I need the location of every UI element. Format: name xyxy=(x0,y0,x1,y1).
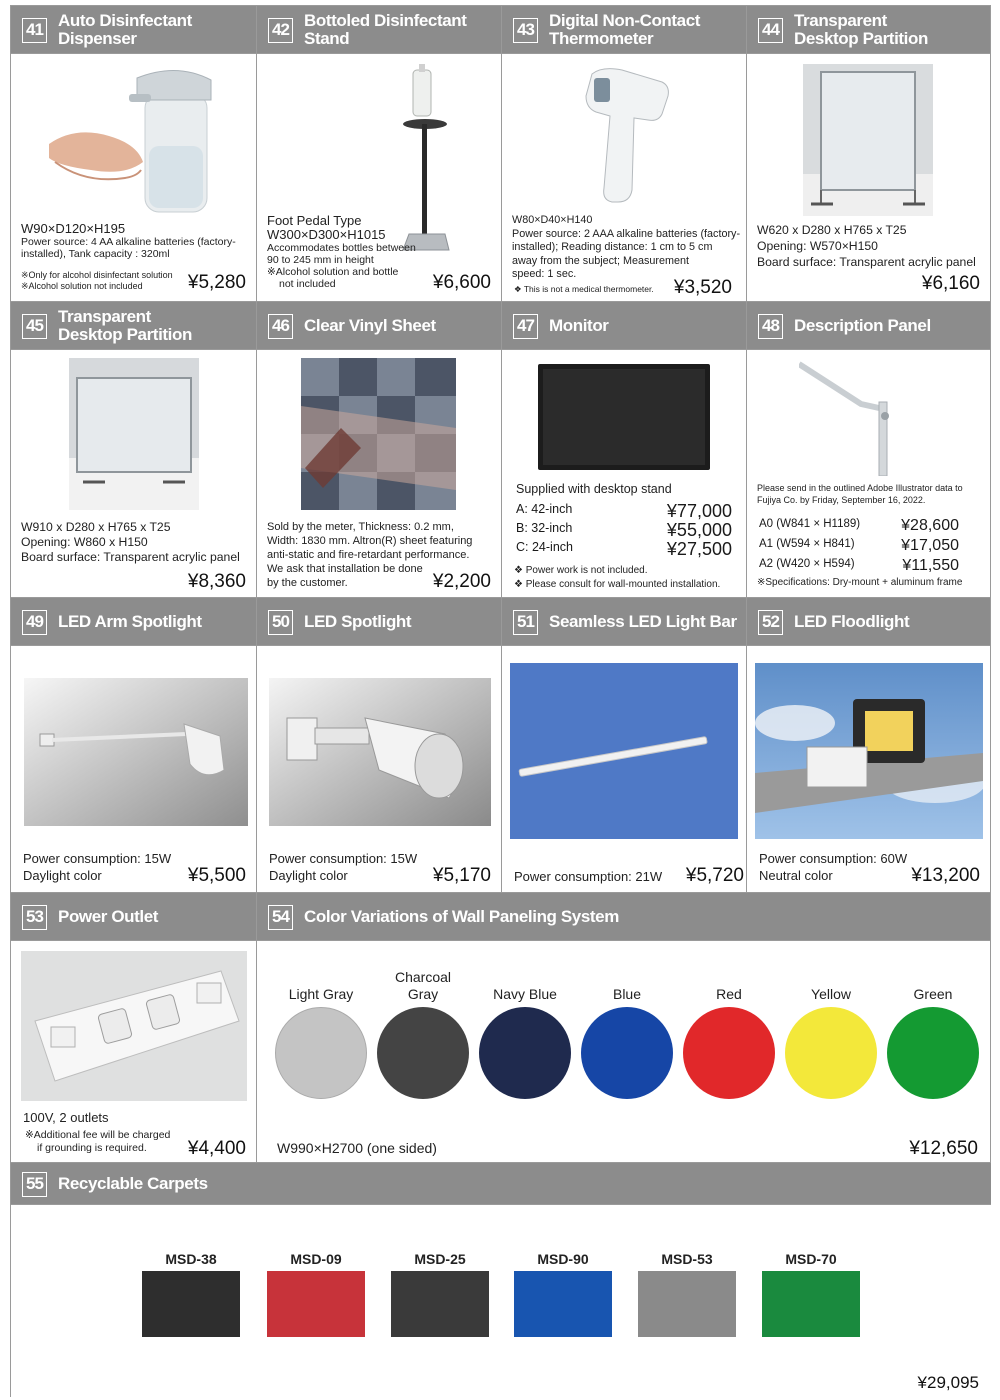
panel-photo xyxy=(799,358,939,476)
item-46 xyxy=(257,302,502,598)
item-number: 51 xyxy=(513,610,538,635)
item-price: ¥6,600 xyxy=(432,272,491,293)
item-54 xyxy=(257,893,991,1163)
carpet-code: MSD-38 xyxy=(165,1251,217,1267)
item-number: 44 xyxy=(758,18,783,43)
color-swatch-red: Red xyxy=(677,969,781,1099)
panel-option: A1 (W594 × H841) ¥17,050 xyxy=(759,537,959,554)
item-header xyxy=(747,6,990,54)
item-header xyxy=(502,6,746,54)
item-45 xyxy=(11,302,257,598)
item-51 xyxy=(502,598,747,893)
item-price: ¥29,095 xyxy=(917,1373,979,1392)
item-header xyxy=(11,6,256,54)
thermometer-photo xyxy=(582,64,672,206)
item-spec: W620 x D280 x H765 x T25 Opening: W570×H150 Board surface: Transparent acrylic panel xyxy=(757,223,976,269)
item-price: ¥13,200 xyxy=(911,865,980,886)
carpet-swatch xyxy=(267,1271,365,1337)
arm-spotlight-photo xyxy=(24,678,248,826)
item-spec: W80×D40×H140 Power source: 2 AAA alkaline batteries (factory- installed); Reading distance: 1 cm to 5 cm away from the subject; Measurement speed: 1 sec. xyxy=(512,214,741,280)
item-title: Digital Non-Contact Thermometer xyxy=(549,11,701,48)
item-header xyxy=(257,6,501,54)
item-title: Description Panel xyxy=(794,316,931,335)
item-header xyxy=(257,893,990,941)
item-price: ¥5,280 xyxy=(187,272,246,293)
panel-option: A2 (W420 × H594) ¥11,550 xyxy=(759,557,959,574)
item-number: 46 xyxy=(268,314,293,339)
item-number: 48 xyxy=(758,314,783,339)
carpet-swatch xyxy=(142,1271,240,1337)
item-price: ¥8,360 xyxy=(187,571,246,592)
color-swatch-blue: Blue xyxy=(575,969,679,1099)
color-swatch-charcoal-gray: Charcoal Gray xyxy=(371,969,475,1099)
carpet-code: MSD-09 xyxy=(290,1251,342,1267)
item-price: ¥3,520 xyxy=(673,277,732,298)
item-spec: Foot Pedal Type W300×D300×H1015 Accommodates bottles between 90 to 245 mm in height ※Alcohol solution and bottle not included xyxy=(267,213,416,290)
carpet-code: MSD-25 xyxy=(414,1251,466,1267)
item-spec: Power consumption: 21W xyxy=(514,869,663,884)
item-header xyxy=(11,893,256,941)
item-49 xyxy=(11,598,257,893)
item-number: 45 xyxy=(22,314,47,339)
item-spec: W90×D120×H195 Power source: 4 AA alkaline batteries (factory- installed), Tank capacity : 320ml xyxy=(21,221,236,260)
item-44 xyxy=(747,6,991,302)
item-notes: ※Additional fee will be charged if grounding is required. xyxy=(25,1129,171,1154)
item-number: 47 xyxy=(513,314,538,339)
item-title: Auto Disinfectant Dispenser xyxy=(58,11,192,48)
item-header xyxy=(11,598,256,646)
item-price: ¥12,650 xyxy=(909,1138,978,1159)
item-price: ¥4,400 xyxy=(187,1138,246,1159)
item-header xyxy=(11,1163,991,1205)
color-swatch-light-gray: Light Gray xyxy=(269,969,373,1099)
item-spec: Power consumption: 60W Neutral color xyxy=(759,851,908,883)
item-header xyxy=(502,598,746,646)
monitor-intro: Supplied with desktop stand xyxy=(516,482,672,496)
item-spec: W910 x D280 x H765 x T25 Opening: W860 x H150 Board surface: Transparent acrylic panel xyxy=(21,520,240,564)
item-header xyxy=(11,302,256,350)
item-price: ¥5,500 xyxy=(187,865,246,886)
carpet-code: MSD-53 xyxy=(661,1251,713,1267)
color-swatch-yellow: Yellow xyxy=(779,969,883,1099)
carpet-swatch xyxy=(391,1271,489,1337)
item-title: LED Arm Spotlight xyxy=(58,612,202,631)
item-number: 42 xyxy=(268,18,293,43)
color-swatch-green: Green xyxy=(881,969,985,1099)
carpet-code: MSD-90 xyxy=(537,1251,589,1267)
item-price: ¥6,160 xyxy=(921,273,980,294)
item-52 xyxy=(747,598,991,893)
item-title: Power Outlet xyxy=(58,907,159,926)
outlet-photo xyxy=(21,951,247,1101)
panel-intro: Please send in the outlined Adobe Illustrator data to Fujiya Co. by Friday, September 16, 2022. xyxy=(757,483,963,505)
item-55 xyxy=(11,1163,991,1397)
item-title: Monitor xyxy=(549,316,609,335)
carpet-swatch xyxy=(762,1271,860,1337)
item-number: 52 xyxy=(758,610,783,635)
item-43 xyxy=(502,6,747,302)
item-number: 49 xyxy=(22,610,47,635)
item-price: ¥5,170 xyxy=(432,865,491,886)
item-header xyxy=(747,302,990,350)
item-header xyxy=(502,302,746,350)
item-title: Recyclable Carpets xyxy=(58,1174,208,1193)
item-title: Transparent Desktop Partition xyxy=(794,11,928,48)
catalog-page xyxy=(10,5,991,1397)
floodlight-photo xyxy=(755,663,983,839)
item-number: 53 xyxy=(22,905,47,930)
partition-photo xyxy=(803,64,933,216)
monitor-option: A: 42-inch ¥77,000 xyxy=(516,501,732,521)
item-48 xyxy=(747,302,991,598)
item-number: 41 xyxy=(22,18,47,43)
monitor-option: C: 24-inch ¥27,500 xyxy=(516,539,732,559)
item-title: Transparent Desktop Partition xyxy=(58,307,192,344)
item-header xyxy=(257,302,501,350)
item-note: ※Specifications: Dry-mount + aluminum frame xyxy=(757,577,963,588)
item-number: 43 xyxy=(513,18,538,43)
item-title: Seamless LED Light Bar xyxy=(549,612,737,631)
item-title: LED Spotlight xyxy=(304,612,412,631)
item-notes: ※Only for alcohol disinfectant solution ※Alcohol solution not included xyxy=(21,270,173,291)
item-53 xyxy=(11,893,257,1163)
item-41 xyxy=(11,6,257,302)
carpet-swatch xyxy=(638,1271,736,1337)
item-title: LED Floodlight xyxy=(794,612,910,631)
item-spec: 100V, 2 outlets xyxy=(23,1110,109,1125)
item-price: ¥2,200 xyxy=(432,571,491,592)
light-bar-photo xyxy=(510,663,738,839)
item-header xyxy=(747,598,990,646)
panel-option: A0 (W841 × H1189) ¥28,600 xyxy=(759,517,959,534)
monitor-option: B: 32-inch ¥55,000 xyxy=(516,520,732,540)
item-number: 50 xyxy=(268,610,293,635)
item-50 xyxy=(257,598,502,893)
item-number: 54 xyxy=(268,905,293,930)
item-spec: Power consumption: 15W Daylight color xyxy=(23,851,172,883)
item-title: Color Variations of Wall Paneling System xyxy=(304,907,619,926)
partition-photo xyxy=(69,358,199,510)
item-spec: Sold by the meter, Thickness: 0.2 mm, Width: 1830 mm. Altron(R) sheet featuring anti-static and fire-retardant performance. We ask that installation be done by the customer. xyxy=(267,521,473,589)
panel-size: W990×H2700 (one sided) xyxy=(277,1140,437,1156)
vinyl-sheet-photo xyxy=(301,358,456,510)
dispenser-photo xyxy=(45,66,225,216)
item-title: Clear Vinyl Sheet xyxy=(304,316,436,335)
item-note: ❖ This is not a medical thermometer. xyxy=(514,284,654,294)
carpet-swatch xyxy=(514,1271,612,1337)
item-header xyxy=(257,598,501,646)
item-price: ¥5,720 xyxy=(685,865,744,886)
item-42 xyxy=(257,6,502,302)
monitor-photo xyxy=(536,360,712,474)
item-spec: Power consumption: 15W Daylight color xyxy=(269,851,418,883)
item-notes: ❖ Power work is not included. ❖ Please consult for wall-mounted installation. xyxy=(514,565,721,590)
carpet-code: MSD-70 xyxy=(785,1251,837,1267)
color-swatch-navy-blue: Navy Blue xyxy=(473,969,577,1099)
spotlight-photo xyxy=(269,678,491,826)
item-title: Bottoled Disinfectant Stand xyxy=(304,11,467,48)
item-47 xyxy=(502,302,747,598)
item-number: 55 xyxy=(22,1172,47,1197)
